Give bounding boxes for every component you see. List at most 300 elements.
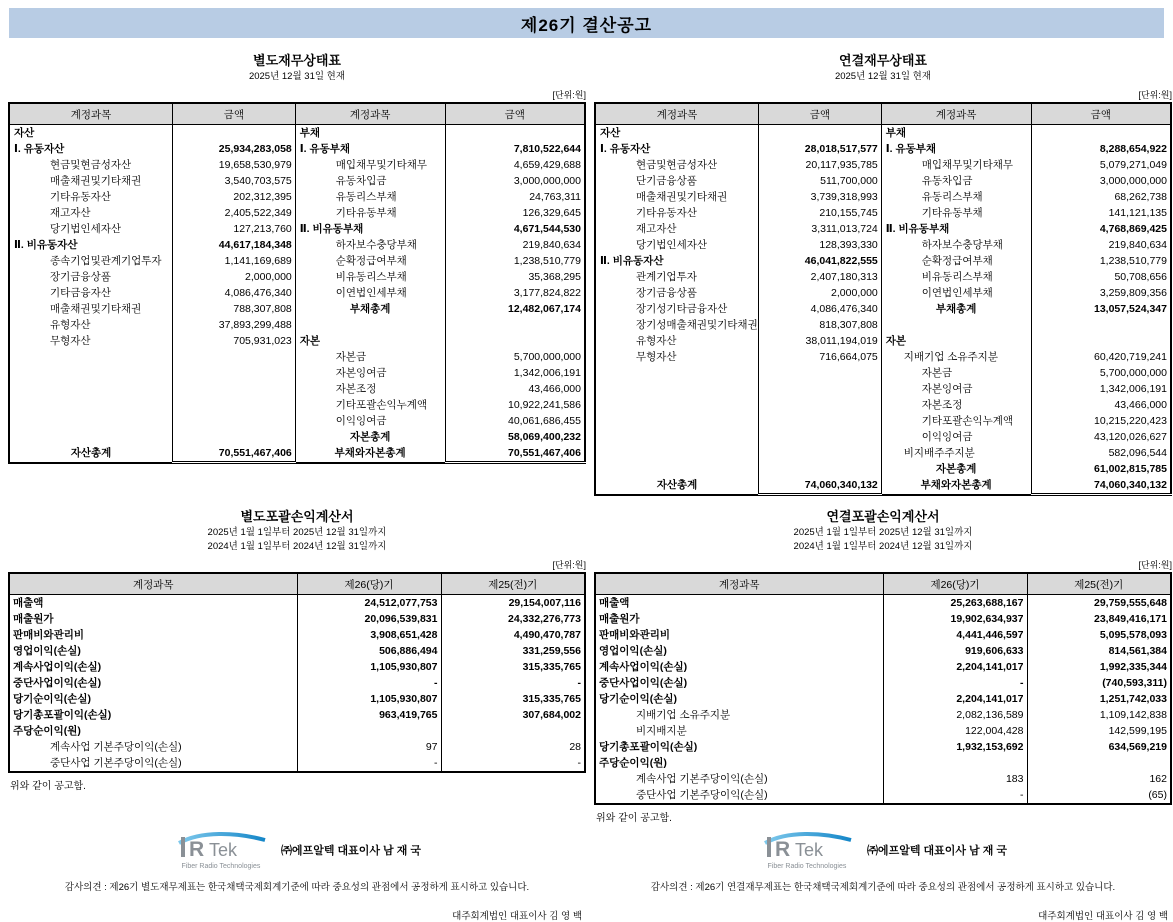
audit-opinion: 감사의견 : 제26기 별도재무제표는 한국채택국제회계기준에 따라 중요성의 관점에서 공정하게 표시하고 있습니다. [64, 882, 530, 893]
current-period-cell: 122,004,428 [883, 723, 1027, 739]
account-cell: 기타유동부채 [881, 205, 1031, 221]
table-row [595, 141, 1171, 157]
account-cell: 하자보수충당부채 [881, 237, 1031, 253]
amount-cell: 43,120,026,627 [1031, 429, 1171, 445]
account-cell: 비지배주주지분 [881, 445, 1031, 461]
amount-cell: 141,121,135 [1031, 205, 1171, 221]
amount-cell: 70,551,467,406 [173, 445, 296, 463]
statement-title: 연결포괄손익계산서 [826, 509, 940, 524]
account-cell: 중단사업이익(손실) [595, 675, 883, 691]
table-row [595, 365, 1171, 381]
table-row [595, 739, 1171, 755]
account-cell: 당기순이익(손실) [9, 691, 297, 707]
account-cell: 중단사업 기본주당이익(손실) [9, 755, 297, 772]
account-cell: 지배기업 소유주지분 [595, 707, 883, 723]
amount-cell: 4,086,476,340 [173, 285, 296, 301]
account-cell: 비지배지분 [595, 723, 883, 739]
account-cell: 매출채권및기타채권 [9, 301, 173, 317]
amount-cell: 3,000,000,000 [445, 173, 585, 189]
table-body [595, 595, 1171, 805]
company-ceo-line: ㈜에프알텍 대표이사 남 재 국 [866, 845, 1008, 857]
amount-cell [1031, 317, 1171, 333]
account-cell: Ⅰ. 유동자산 [9, 141, 173, 157]
separate-income-statement-section [8, 506, 586, 824]
statement-period-2: 2024년 1월 1일부터 2024년 12월 31일까지 [793, 541, 973, 552]
current-period-cell: 963,419,765 [297, 707, 441, 723]
logo-letter-r: R [774, 837, 791, 861]
account-cell: 부채와자본총계 [295, 445, 445, 463]
table-row [595, 787, 1171, 804]
amount-cell: 1,141,169,689 [173, 253, 296, 269]
table-header [9, 573, 585, 595]
current-period-cell: 19,902,634,937 [883, 611, 1027, 627]
amount-cell: 1,238,510,779 [445, 253, 585, 269]
account-cell: 중단사업이익(손실) [9, 675, 297, 691]
table-row [595, 723, 1171, 739]
prior-period-cell: 29,154,007,116 [441, 595, 585, 612]
prior-period-cell [441, 723, 585, 739]
amount-cell: 1,238,510,779 [1031, 253, 1171, 269]
current-period-cell: - [883, 787, 1027, 804]
amount-cell: 13,057,524,347 [1031, 301, 1171, 317]
amount-cell: 126,329,645 [445, 205, 585, 221]
auditor-signature: 대주회계법인 대표이사 김 영 백 [452, 911, 582, 922]
prior-period-cell: 315,335,765 [441, 659, 585, 675]
amount-cell: 128,393,330 [759, 237, 882, 253]
table-row [595, 125, 1171, 142]
amount-cell: 3,000,000,000 [1031, 173, 1171, 189]
account-cell: 자산총계 [595, 477, 759, 495]
amount-cell [173, 125, 296, 142]
amount-cell: 10,922,241,586 [445, 397, 585, 413]
logo-f-stem [181, 837, 185, 857]
table-row [9, 723, 585, 739]
account-cell: 계속사업 기본주당이익(손실) [9, 739, 297, 755]
account-cell [881, 317, 1031, 333]
prior-period-cell: - [441, 675, 585, 691]
prior-period-cell: (740,593,311) [1027, 675, 1171, 691]
account-cell: 기타유동자산 [9, 189, 173, 205]
table-body [9, 125, 585, 463]
current-period-cell: 2,082,136,589 [883, 707, 1027, 723]
table-row [595, 157, 1171, 173]
amount-cell: 219,840,634 [445, 237, 585, 253]
content-columns [0, 42, 1173, 922]
prior-period-cell: 1,992,335,344 [1027, 659, 1171, 675]
account-cell: 계속사업이익(손실) [9, 659, 297, 675]
account-cell: 유동리스부채 [881, 189, 1031, 205]
amount-cell: 74,060,340,132 [759, 477, 882, 495]
frtek-logo-icon [759, 831, 855, 861]
separate-footer [8, 830, 586, 922]
current-period-cell [883, 755, 1027, 771]
table-row [9, 659, 585, 675]
account-cell [595, 365, 759, 381]
amount-cell: 44,617,184,348 [173, 237, 296, 253]
table-row [595, 611, 1171, 627]
amount-cell: 2,000,000 [759, 285, 882, 301]
account-cell [595, 445, 759, 461]
account-cell: 기타유동자산 [595, 205, 759, 221]
amount-cell: 788,307,808 [173, 301, 296, 317]
table-row [9, 141, 585, 157]
column-header: 금액 [173, 103, 296, 125]
table-row [595, 413, 1171, 429]
table-row [9, 125, 585, 142]
logo-letter-r: R [188, 837, 205, 861]
table-row [595, 397, 1171, 413]
account-cell: 유형자산 [9, 317, 173, 333]
amount-cell: 3,259,809,356 [1031, 285, 1171, 301]
column-header: 제25(전)기 [441, 573, 585, 595]
amount-cell: 705,931,023 [173, 333, 296, 349]
account-cell: 현금및현금성자산 [9, 157, 173, 173]
table-row [595, 221, 1171, 237]
prior-period-cell: 814,561,384 [1027, 643, 1171, 659]
account-cell: 이익잉여금 [295, 413, 445, 429]
table-row [595, 707, 1171, 723]
current-period-cell: 1,105,930,807 [297, 659, 441, 675]
prior-period-cell: 307,684,002 [441, 707, 585, 723]
consolidated-balance-sheet-section [594, 50, 1172, 498]
table-header-row [595, 573, 1171, 595]
account-cell: Ⅱ. 비유동자산 [595, 253, 759, 269]
prior-period-cell: 331,259,556 [441, 643, 585, 659]
announcement-notice: 위와 같이 공고함. [10, 781, 86, 792]
current-period-cell: - [883, 675, 1027, 691]
account-cell: 영업이익(손실) [9, 643, 297, 659]
amount-cell: 60,420,719,241 [1031, 349, 1171, 365]
amount-cell: 511,700,000 [759, 173, 882, 189]
account-cell [9, 349, 173, 365]
account-cell: 장기성매출채권및기타채권 [595, 317, 759, 333]
prior-period-cell: 162 [1027, 771, 1171, 787]
amount-cell: 12,482,067,174 [445, 301, 585, 317]
amount-cell [759, 397, 882, 413]
table-row [9, 253, 585, 269]
amount-cell: 2,000,000 [173, 269, 296, 285]
prior-period-cell: 142,599,195 [1027, 723, 1171, 739]
amount-cell: 37,893,299,488 [173, 317, 296, 333]
account-cell: 부채총계 [295, 301, 445, 317]
account-cell: 주당순이익(원) [9, 723, 297, 739]
account-cell: 계속사업 기본주당이익(손실) [595, 771, 883, 787]
prior-period-cell: 24,332,276,773 [441, 611, 585, 627]
amount-cell: 43,466,000 [445, 381, 585, 397]
table-row [9, 627, 585, 643]
table-row [595, 643, 1171, 659]
column-header: 계정과목 [595, 103, 759, 125]
amount-cell: 582,096,544 [1031, 445, 1171, 461]
table-row [595, 595, 1171, 612]
table-row [9, 445, 585, 463]
column-header: 계정과목 [881, 103, 1031, 125]
amount-cell [759, 413, 882, 429]
amount-cell [173, 381, 296, 397]
account-cell: 당기총포괄이익(손실) [595, 739, 883, 755]
account-cell: 매출채권및기타채권 [9, 173, 173, 189]
logo-tagline: Fiber Radio Technologies [181, 862, 261, 870]
account-cell: Ⅱ. 비유동자산 [9, 237, 173, 253]
amount-cell [173, 429, 296, 445]
audit-opinion: 감사의견 : 제26기 연결재무제표는 한국채택국제회계기준에 따라 중요성의 관점에서 공정하게 표시하고 있습니다. [650, 882, 1116, 893]
account-cell: 장기성기타금융자산 [595, 301, 759, 317]
account-cell: 자본금 [881, 365, 1031, 381]
table-row [9, 189, 585, 205]
amount-cell: 5,079,271,049 [1031, 157, 1171, 173]
table-header [595, 103, 1171, 125]
amount-cell: 74,060,340,132 [1031, 477, 1171, 495]
table-row [9, 739, 585, 755]
account-cell: 당기법인세자산 [9, 221, 173, 237]
page-title: 제26기 결산공고 [9, 8, 1164, 38]
table-row [9, 429, 585, 445]
account-cell [595, 429, 759, 445]
account-cell: 이연법인세부채 [881, 285, 1031, 301]
table-row [9, 675, 585, 691]
table-row [595, 349, 1171, 365]
table-row [9, 643, 585, 659]
account-cell: 자산 [9, 125, 173, 142]
table-row [9, 691, 585, 707]
account-cell [9, 429, 173, 445]
table-row [595, 285, 1171, 301]
current-period-cell: 4,441,446,597 [883, 627, 1027, 643]
prior-period-cell: 29,759,555,648 [1027, 595, 1171, 612]
consolidated-balance-sheet-table [594, 102, 1172, 496]
current-period-cell: - [297, 755, 441, 772]
amount-cell: 25,934,283,058 [173, 141, 296, 157]
amount-cell: 818,307,808 [759, 317, 882, 333]
amount-cell: 4,671,544,530 [445, 221, 585, 237]
table-row [595, 333, 1171, 349]
amount-cell: 40,061,686,455 [445, 413, 585, 429]
amount-cell: 4,659,429,688 [445, 157, 585, 173]
prior-period-cell: - [441, 755, 585, 772]
account-cell [595, 461, 759, 477]
table-row [9, 317, 585, 333]
amount-cell: 210,155,745 [759, 205, 882, 221]
consolidated-income-statement-table [594, 572, 1172, 805]
amount-cell [445, 125, 585, 142]
table-row [9, 333, 585, 349]
table-row [595, 173, 1171, 189]
amount-cell: 8,288,654,922 [1031, 141, 1171, 157]
amount-cell: 5,700,000,000 [1031, 365, 1171, 381]
column-header: 금액 [445, 103, 585, 125]
table-row [595, 269, 1171, 285]
table-row [595, 445, 1171, 461]
amount-cell: 68,262,738 [1031, 189, 1171, 205]
account-cell: 이익잉여금 [881, 429, 1031, 445]
account-cell: 자본총계 [881, 461, 1031, 477]
account-cell: 종속기업및관계기업투자 [9, 253, 173, 269]
account-cell: 단기금융상품 [595, 173, 759, 189]
current-period-cell: 97 [297, 739, 441, 755]
account-cell [595, 397, 759, 413]
amount-cell [759, 365, 882, 381]
column-header: 금액 [759, 103, 882, 125]
table-row [9, 301, 585, 317]
table-row [595, 659, 1171, 675]
amount-cell [173, 349, 296, 365]
account-cell: 매출원가 [595, 611, 883, 627]
account-cell: 당기법인세자산 [595, 237, 759, 253]
account-cell [595, 413, 759, 429]
table-row [9, 157, 585, 173]
announcement-notice: 위와 같이 공고함. [596, 813, 672, 824]
table-row [9, 237, 585, 253]
table-row [595, 461, 1171, 477]
table-row [595, 237, 1171, 253]
amount-cell [759, 381, 882, 397]
table-header-row [9, 103, 585, 125]
table-row [9, 611, 585, 627]
amount-cell: 4,086,476,340 [759, 301, 882, 317]
statement-title: 별도포괄손익계산서 [240, 509, 354, 524]
consolidated-column [594, 42, 1172, 922]
account-cell: 장기금융상품 [595, 285, 759, 301]
account-cell: Ⅰ. 유동자산 [595, 141, 759, 157]
account-cell: 재고자산 [9, 205, 173, 221]
amount-cell: 24,763,311 [445, 189, 585, 205]
statement-period-1: 2025년 1월 1일부터 2025년 12월 31일까지 [207, 527, 387, 538]
amount-cell [759, 445, 882, 461]
frtek-logo [759, 831, 855, 870]
prior-period-cell: 315,335,765 [441, 691, 585, 707]
account-cell: 기타유동부채 [295, 205, 445, 221]
column-header: 금액 [1031, 103, 1171, 125]
prior-period-cell: 5,095,578,093 [1027, 627, 1171, 643]
amount-cell: 3,311,013,724 [759, 221, 882, 237]
account-cell: 자본조정 [295, 381, 445, 397]
amount-cell: 3,540,703,575 [173, 173, 296, 189]
amount-cell: 3,177,824,822 [445, 285, 585, 301]
table-row [595, 317, 1171, 333]
account-cell: 유동리스부채 [295, 189, 445, 205]
account-cell: 비유동리스부채 [881, 269, 1031, 285]
account-cell: 하자보수충당부채 [295, 237, 445, 253]
statement-title: 연결재무상태표 [839, 53, 927, 68]
account-cell: 당기순이익(손실) [595, 691, 883, 707]
account-cell: 부채 [881, 125, 1031, 142]
account-cell: Ⅰ. 유동부채 [295, 141, 445, 157]
table-row [9, 413, 585, 429]
current-period-cell [297, 723, 441, 739]
amount-cell: 716,664,075 [759, 349, 882, 365]
account-cell: 매출액 [595, 595, 883, 612]
account-cell: 자본금 [295, 349, 445, 365]
account-cell: Ⅱ. 비유동부채 [295, 221, 445, 237]
amount-cell: 7,810,522,644 [445, 141, 585, 157]
current-period-cell: 1,932,153,692 [883, 739, 1027, 755]
table-row [9, 365, 585, 381]
table-row [595, 205, 1171, 221]
account-cell: 관계기업투자 [595, 269, 759, 285]
amount-cell: 2,405,522,349 [173, 205, 296, 221]
company-signature-row [594, 830, 1172, 870]
amount-cell: 61,002,815,785 [1031, 461, 1171, 477]
prior-period-cell: 28 [441, 739, 585, 755]
amount-cell: 2,407,180,313 [759, 269, 882, 285]
current-period-cell: 25,263,688,167 [883, 595, 1027, 612]
account-cell: 무형자산 [595, 349, 759, 365]
table-row [595, 477, 1171, 495]
statement-date: 2025년 12월 31일 현재 [248, 71, 346, 82]
consolidated-footer [594, 830, 1172, 922]
statement-period-1: 2025년 1월 1일부터 2025년 12월 31일까지 [793, 527, 973, 538]
table-header [595, 573, 1171, 595]
separate-column [8, 42, 586, 922]
column-header: 계정과목 [295, 103, 445, 125]
account-cell [9, 365, 173, 381]
current-period-cell: 183 [883, 771, 1027, 787]
account-cell: 순확정급여부채 [881, 253, 1031, 269]
table-row [9, 397, 585, 413]
amount-cell [759, 429, 882, 445]
account-cell: 판매비와관리비 [9, 627, 297, 643]
account-cell: 부채 [295, 125, 445, 142]
table-header-row [595, 103, 1171, 125]
auditor-signature: 대주회계법인 대표이사 김 영 백 [1038, 911, 1168, 922]
statement-date: 2025년 12월 31일 현재 [834, 71, 932, 82]
account-cell: 지배기업 소유주지분 [881, 349, 1031, 365]
frtek-logo-icon [173, 831, 269, 861]
amount-cell [1031, 333, 1171, 349]
amount-cell: 202,312,395 [173, 189, 296, 205]
table-row [9, 205, 585, 221]
amount-cell: 50,708,656 [1031, 269, 1171, 285]
current-period-cell: 24,512,077,753 [297, 595, 441, 612]
account-cell: 매출채권및기타채권 [595, 189, 759, 205]
table-row [595, 189, 1171, 205]
current-period-cell: 20,096,539,831 [297, 611, 441, 627]
logo-letter-tek: Tek [794, 839, 823, 860]
column-header: 계정과목 [9, 573, 297, 595]
table-row [9, 221, 585, 237]
amount-cell: 10,215,220,423 [1031, 413, 1171, 429]
amount-cell [173, 413, 296, 429]
account-cell: 자본 [295, 333, 445, 349]
account-cell: 기타포괄손익누계액 [881, 413, 1031, 429]
amount-cell: 1,342,006,191 [445, 365, 585, 381]
unit-label: [단위:원] [552, 90, 586, 100]
current-period-cell: 2,204,141,017 [883, 691, 1027, 707]
account-cell: 재고자산 [595, 221, 759, 237]
table-body [9, 595, 585, 773]
account-cell: Ⅰ. 유동부채 [881, 141, 1031, 157]
account-cell: 유동차입금 [295, 173, 445, 189]
amount-cell: 35,368,295 [445, 269, 585, 285]
table-row [9, 755, 585, 772]
table-row [9, 595, 585, 612]
column-header: 계정과목 [595, 573, 883, 595]
account-cell: 주당순이익(원) [595, 755, 883, 771]
unit-label: [단위:원] [1138, 560, 1172, 570]
column-header: 제25(전)기 [1027, 573, 1171, 595]
logo-tagline: Fiber Radio Technologies [767, 862, 847, 870]
logo-letter-tek: Tek [208, 839, 237, 860]
account-cell: 당기총포괄이익(손실) [9, 707, 297, 723]
amount-cell [759, 125, 882, 142]
table-row [595, 301, 1171, 317]
amount-cell: 20,117,935,785 [759, 157, 882, 173]
amount-cell: 43,466,000 [1031, 397, 1171, 413]
account-cell: 계속사업이익(손실) [595, 659, 883, 675]
account-cell: 비유동리스부채 [295, 269, 445, 285]
table-row [9, 269, 585, 285]
table-row [595, 627, 1171, 643]
